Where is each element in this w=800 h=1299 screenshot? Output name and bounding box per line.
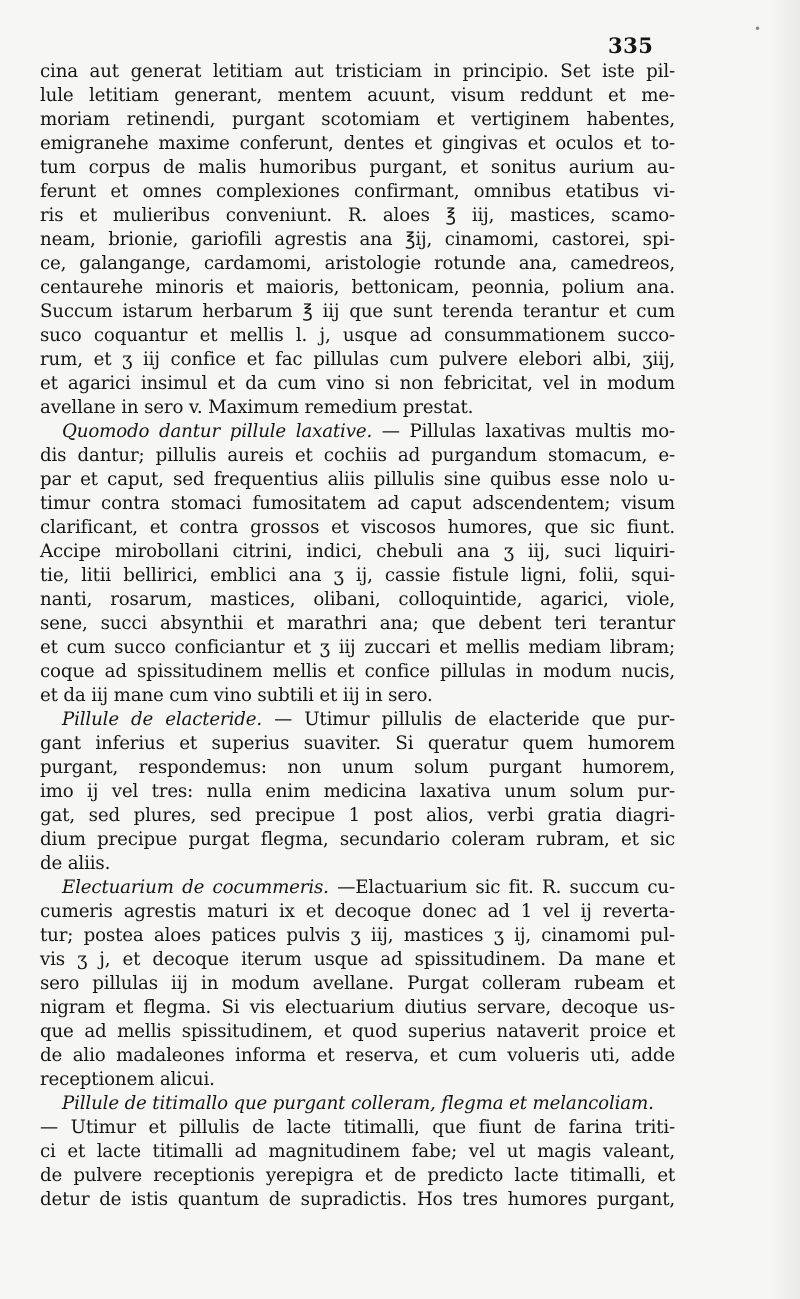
text-line (40, 156, 675, 180)
line-text: cumeris agrestis maturi ix et decoque donec ad 1 vel ij reverta- (40, 901, 675, 922)
text-line (40, 948, 675, 972)
line-text: vis ʒ j, et decoque iterum usque ad spissitudinem. Da mane et (40, 949, 675, 970)
line-text: purgant, respondemus: non unum solum purgant humorem, (40, 757, 675, 778)
line-text: — Utimur pillulis de elacteride que pur- (274, 709, 676, 730)
line-text: gat, sed plures, sed precipue 1 post alios, verbi gratia diagri- (40, 805, 675, 826)
line-text: coque ad spissitudinem mellis et confice pillulas in modum nucis, (40, 661, 675, 682)
line-text: —Elactuarium sic fit. R. succum cu- (337, 877, 675, 898)
line-text: ferunt et omnes complexiones confirmant, omnibus etatibus vi- (40, 181, 675, 202)
line-text: de aliis. (40, 853, 111, 874)
line-text: tum corpus de malis humoribus purgant, et sonitus aurium au- (40, 157, 675, 178)
line-text: — Pillulas laxativas multis mo- (381, 421, 675, 442)
line-text: dis dantur; pillulis aureis et cochiis ad purgandum stomacum, e- (40, 445, 675, 466)
text-line (40, 372, 675, 396)
line-text: centaurehe minoris et maioris, bettonicam, peonnia, polium ana. (40, 277, 675, 298)
line-text: de alio madaleones informa et reserva, et cum volueris uti, adde (40, 1045, 675, 1066)
text-line (40, 636, 675, 660)
text-line (40, 540, 675, 564)
line-text: imo ij vel tres: nulla enim medicina laxativa unum solum pur- (40, 781, 675, 802)
text-line (40, 228, 675, 252)
line-text: et da iij mane cum vino subtili et iij in sero. (40, 685, 433, 706)
text-line (40, 348, 675, 372)
text-line (40, 108, 675, 132)
line-text: de pulvere receptionis yerepigra et de predicto lacte titimalli, et (40, 1165, 675, 1186)
line-text: clarificant, et contra grossos et viscosos humores, que sic fiunt. (40, 517, 675, 538)
page-gutter-shade (770, 0, 800, 1299)
text-line (40, 444, 675, 468)
line-text: Accipe mirobollani citrini, indici, chebuli ana ʒ iij, suci liquiri- (40, 541, 675, 562)
text-line (40, 660, 675, 684)
line-text: nanti, rosarum, mastices, olibani, colloquintide, agarici, viole, (40, 589, 675, 610)
text-line (40, 900, 675, 924)
text-line (40, 972, 675, 996)
line-text: timur contra stomaci fumositatem ad caput adscendentem; visum (40, 493, 675, 514)
line-text: ci et lacte titimalli ad magnitudinem fabe; vel ut magis valeant, (40, 1141, 675, 1162)
line-text: ce, galangange, cardamomi, aristologie rotunde ana, camedreos, (40, 253, 675, 274)
text-line (40, 684, 675, 708)
text-line (40, 876, 675, 900)
line-text: par et caput, sed frequentius aliis pillulis sine quibus esse nolo u- (40, 469, 675, 490)
text-line (40, 492, 675, 516)
text-line (40, 324, 675, 348)
line-text: neam, brionie, gariofili agrestis ana ℥ij, cinamomi, castorei, spi- (40, 229, 675, 250)
section-rubric: Pillule de titimallo que purgant colleram, flegma et melancoliam. (62, 1093, 654, 1114)
line-text: avellane in sero v. Maximum remedium prestat. (40, 397, 474, 418)
line-text: et agarici insimul et da cum vino si non febricitat, vel in modum (40, 373, 675, 394)
section-rubric: Electuarium de cocummeris. (62, 877, 329, 898)
line-text: rum, et ʒ iij confice et fac pillulas cum pulvere elebori albi, ʒiij, (40, 349, 675, 370)
text-line (40, 276, 675, 300)
text-line (40, 204, 675, 228)
text-line (40, 468, 675, 492)
line-text: ris et mulieribus conveniunt. R. aloes ℥ iij, mastices, scamo- (40, 205, 675, 226)
text-line (40, 516, 675, 540)
text-line (40, 1164, 675, 1188)
line-text: dium precipue purgat flegma, secundario coleram rubram, et sic (40, 829, 675, 850)
text-line (40, 1044, 675, 1068)
text-line (40, 60, 675, 84)
line-text: tur; postea aloes patices pulvis ʒ iij, mastices ʒ ij, cinamomi pul- (40, 925, 675, 946)
text-line (40, 732, 675, 756)
line-text: — Utimur et pillulis de lacte titimalli, que fiunt de farina triti- (40, 1117, 675, 1138)
text-line (40, 588, 675, 612)
text-line (40, 420, 675, 444)
text-line (40, 1092, 675, 1116)
text-line (40, 612, 675, 636)
section-rubric: Quomodo dantur pillule laxative. (62, 421, 373, 442)
text-line (40, 1140, 675, 1164)
body-text (40, 60, 675, 1212)
text-line (40, 1116, 675, 1140)
line-text: cina aut generat letitiam aut tristiciam in principio. Set iste pil- (40, 61, 675, 82)
line-text: nigram et flegma. Si vis electuarium diutius servare, decoque us- (40, 997, 675, 1018)
text-line (40, 852, 675, 876)
text-line (40, 924, 675, 948)
page-number: 335 (608, 33, 654, 58)
line-text: lule letitiam generant, mentem acuunt, visum reddunt et me- (40, 85, 675, 106)
line-text: suco coquantur et mellis l. j, usque ad consummationem succo- (40, 325, 675, 346)
section-rubric: Pillule de elacteride. (62, 709, 262, 730)
line-text: sero pillulas iij in modum avellane. Purgat colleram rubeam et (40, 973, 675, 994)
text-line (40, 180, 675, 204)
text-line (40, 396, 675, 420)
text-line (40, 780, 675, 804)
text-line (40, 756, 675, 780)
margin-speck: • (754, 22, 762, 36)
text-line (40, 1068, 675, 1092)
text-line (40, 252, 675, 276)
text-line (40, 300, 675, 324)
line-text: et cum succo conficiantur et ʒ iij zuccari et mellis mediam libram; (40, 637, 675, 658)
line-text: detur de istis quantum de supradictis. Hos tres humores purgant, (40, 1189, 675, 1210)
text-line (40, 564, 675, 588)
line-text: Succum istarum herbarum ℥ iij que sunt terenda terantur et cum (40, 301, 675, 322)
line-text: moriam retinendi, purgant scotomiam et vertiginem habentes, (40, 109, 675, 130)
text-line (40, 996, 675, 1020)
line-text: receptionem alicui. (40, 1069, 215, 1090)
line-text: gant inferius et superius suaviter. Si queratur quem humorem (40, 733, 675, 754)
text-line (40, 804, 675, 828)
line-text: que ad mellis spissitudinem, et quod superius nataverit proice et (40, 1021, 675, 1042)
text-line (40, 84, 675, 108)
line-text: tie, litii bellirici, emblici ana ʒ ij, cassie fistule ligni, folii, squi- (40, 565, 675, 586)
text-line (40, 1020, 675, 1044)
line-text: sene, succi absynthii et marathri ana; que debent teri terantur (40, 613, 675, 634)
text-line (40, 132, 675, 156)
text-line (40, 708, 675, 732)
line-text: emigranehe maxime conferunt, dentes et gingivas et oculos et to- (40, 133, 675, 154)
text-line (40, 1188, 675, 1212)
text-line (40, 828, 675, 852)
